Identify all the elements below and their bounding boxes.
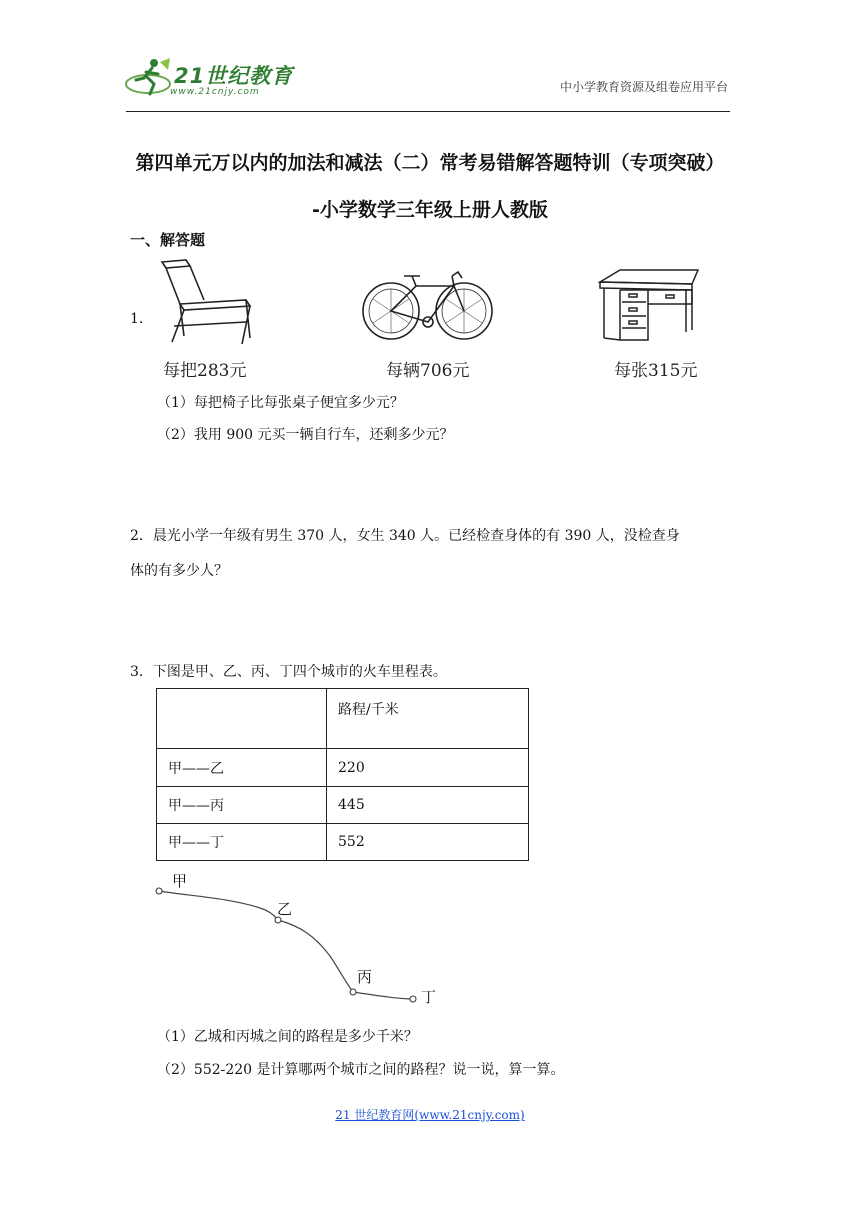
city-label-yi: 乙 <box>277 900 293 918</box>
city-label-ding: 丁 <box>421 988 437 1006</box>
bicycle-icon <box>358 264 498 344</box>
q3-intro: 3．下图是甲、乙、丙、丁四个城市的火车里程表。 <box>130 664 447 680</box>
table-row <box>157 787 529 824</box>
route-cell: 甲——丙 <box>157 787 327 824</box>
bicycle-price: 每辆706元 <box>386 361 470 381</box>
city-jia-dot <box>156 888 162 894</box>
table-row <box>157 749 529 787</box>
logo-url: www.21cnjy.com <box>170 87 260 97</box>
q1-number: 1． <box>130 311 153 327</box>
header-divider <box>126 111 730 112</box>
logo-text: 21世纪教育 <box>174 64 294 88</box>
footer <box>0 1106 860 1123</box>
distance-cell: 220 <box>327 749 529 787</box>
q2-line1: 2．晨光小学一年级有男生 370 人，女生 340 人。已经检查身体的有 390 人，没检查身 <box>130 528 680 544</box>
distance-cell: 445 <box>327 787 529 824</box>
city-ding-dot <box>410 996 416 1002</box>
q3-sub1: （1）乙城和丙城之间的路程是多少千米？ <box>157 1029 418 1045</box>
doc-title-line2: -小学数学三年级上册人教版 <box>312 199 548 221</box>
q2-line2: 体的有多少人？ <box>130 563 228 579</box>
distance-cell: 552 <box>327 824 529 861</box>
q3-sub2: （2）552-220 是计算哪两个城市之间的路程？说一说，算一算。 <box>157 1062 565 1078</box>
route-cell: 甲——乙 <box>157 749 327 787</box>
chair-price: 每把283元 <box>163 361 247 381</box>
desk-icon <box>596 268 702 344</box>
table-header-empty <box>157 689 327 749</box>
railway-map <box>150 866 450 1006</box>
doc-title-line1: 第四单元万以内的加法和减法（二）常考易错解答题特训（专项突破） <box>135 152 725 174</box>
city-label-bing: 丙 <box>357 968 373 986</box>
table-row <box>157 824 529 861</box>
city-label-jia: 甲 <box>172 872 188 890</box>
city-bing-dot <box>350 989 356 995</box>
q1-sub1: （1）每把椅子比每张桌子便宜多少元？ <box>157 395 404 411</box>
q1-sub2: （2）我用 900 元买一辆自行车，还剩多少元？ <box>157 427 454 443</box>
distance-table <box>156 688 529 861</box>
chair-icon <box>150 256 260 346</box>
footer-link[interactable]: 21 世纪教育网(www.21cnjy.com) <box>335 1108 525 1122</box>
table-header-distance: 路程/千米 <box>327 689 529 749</box>
site-logo <box>124 54 294 104</box>
desk-price: 每张315元 <box>614 361 698 381</box>
header-platform-text: 中小学教育资源及组卷应用平台 <box>559 80 728 94</box>
table-header-row <box>157 689 529 749</box>
route-cell: 甲——丁 <box>157 824 327 861</box>
section-heading: 一、解答题 <box>130 231 206 249</box>
